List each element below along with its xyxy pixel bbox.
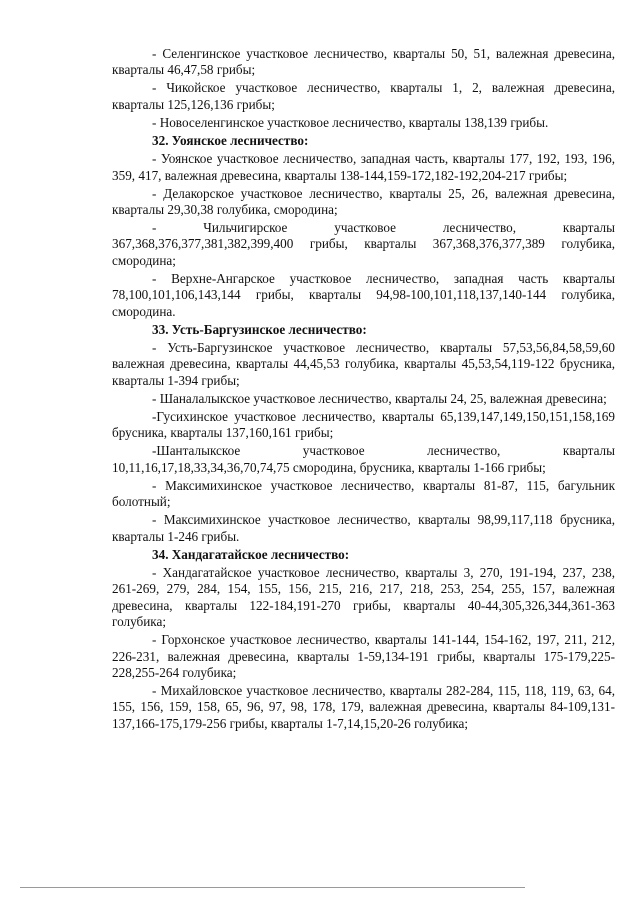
section-heading-33: 33. Усть-Баргузинское лесничество: xyxy=(152,321,367,337)
section-heading-34: 34. Хандагатайское лесничество: xyxy=(152,546,350,562)
paragraph-gorkhonskoe: - Горхонское участковое лесничество, кварталы 141-144, 154-162, 197, 211, 212, 226-231, валежная древесина, кварталы 1-59,134-191 грибы, кварталы 175-179,225-228,255-264 голубика; xyxy=(112,632,615,680)
paragraph-selenginskoe: - Селенгинское участковое лесничество, кварталы 50, 51, валежная древесина, кварталы 46,47,58 грибы; xyxy=(112,46,615,78)
paragraph-maksimikhinskoe-1: - Максимихинское участковое лесничество, кварталы 81-87, 115, багульник болотный; xyxy=(112,477,615,510)
paragraph-chilchigirskoe: - Чильчигирское участковое лесничество, кварталы 367,368,376,377,381,382,399,400 грибы, кварталы 367,368,376,377,389 голубика, смородина; xyxy=(112,220,615,268)
paragraph-shantalykskoe: -Шанталыкское участковое лесничество, кварталы 10,11,16,17,18,33,34,36,70,74,75 смородина, брусника, кварталы 1-166 грибы; xyxy=(112,443,615,475)
paragraph-khandagatayskoe: - Хандагатайское участковое лесничество, кварталы 3, 270, 191-194, 237, 238, 261-269, 279, 284, 154, 155, 156, 215, 216, 217, 218, 253, 254, 255, 157, валежная древесина, кварталы 122-184,191-270 грибы, кварталы 40-44,305,326,344,361-363 голубика; xyxy=(112,564,615,630)
paragraph-uoyanskoe: - Уоянское участковое лесничество, западная часть, кварталы 177, 192, 193, 196, 359, 417, валежная древесина, кварталы 138-144,159-172,182-192,204-217 грибы; xyxy=(112,151,615,183)
document-body xyxy=(112,46,615,734)
paragraph-shanalalykskoe: - Шаналалыкское участковое лесничество, кварталы 24, 25, валежная древесина; xyxy=(152,390,607,406)
paragraph-chikoyskoe: - Чикойское участковое лесничество, кварталы 1, 2, валежная древесина, кварталы 125,126,136 грибы; xyxy=(112,80,615,112)
paragraph-ust-barguzinskoe: - Усть-Баргузинское участковое лесничество, кварталы 57,53,56,84,58,59,60 валежная древесина, кварталы 44,45,53 голубика, кварталы 45,53,54,119-122 брусника, кварталы 1-394 грибы; xyxy=(112,340,615,388)
scan-edge-line xyxy=(20,887,525,888)
section-heading-32: 32. Уоянское лесничество: xyxy=(152,132,309,148)
paragraph-maksimikhinskoe-2: - Максимихинское участковое лесничество, кварталы 98,99,117,118 брусника, кварталы 1-246 грибы. xyxy=(112,512,615,544)
paragraph-mikhaylovskoe: - Михайловское участковое лесничество, кварталы 282-284, 115, 118, 119, 63, 64, 155, 156, 159, 158, 65, 96, 97, 98, 178, 179, валежная древесина, кварталы 84-109,131-137,166-175,179-256 грибы, кварталы 1-7,14,15,20-26 голубика; xyxy=(112,682,615,731)
paragraph-novoselenginskoe: - Новоселенгинское участковое лесничество, кварталы 138,139 грибы. xyxy=(152,114,549,130)
paragraph-gusikhinskoe: -Гусихинское участковое лесничество, кварталы 65,139,147,149,150,151,158,169 брусника, кварталы 137,160,161 грибы; xyxy=(112,408,615,441)
paragraph-verkhne-angarskoe: - Верхне-Ангарское участковое лесничество, западная часть кварталы 78,100,101,106,143,144 грибы, кварталы 94,98-100,101,118,137,140-144 голубика, смородина. xyxy=(112,270,615,319)
paragraph-delakorskoe: - Делакорское участковое лесничество, кварталы 25, 26, валежная древесина, кварталы 29,30,38 голубика, смородина; xyxy=(112,185,615,218)
